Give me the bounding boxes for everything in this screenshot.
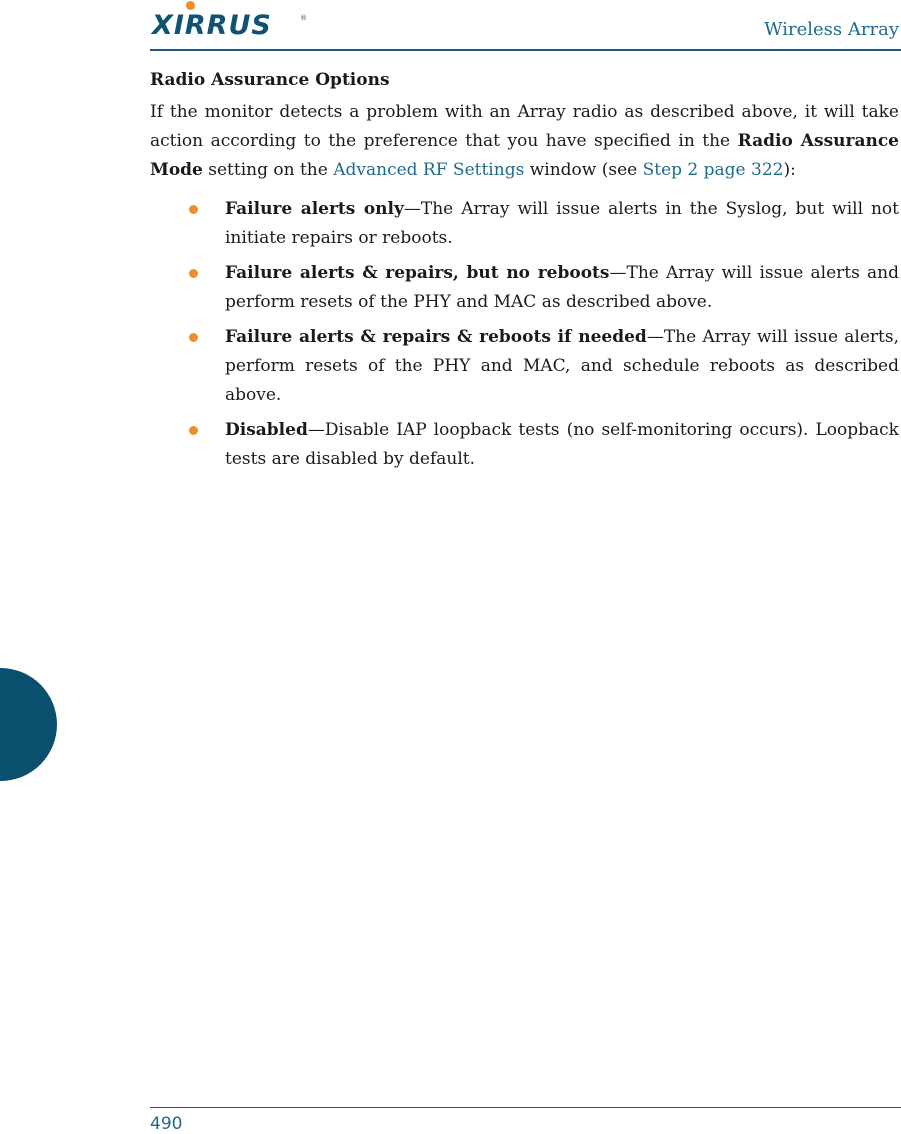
section-heading: Radio Assurance Options bbox=[150, 70, 390, 90]
bullet-dot-icon bbox=[189, 333, 198, 342]
intro-text-4: ): bbox=[783, 160, 796, 180]
option-term: Failure alerts & repairs & reboots if needed bbox=[225, 327, 647, 347]
bullet-dot-icon bbox=[189, 205, 198, 214]
list-item bbox=[150, 259, 899, 317]
bullet-dot-icon bbox=[189, 269, 198, 278]
main-content bbox=[150, 66, 899, 480]
page-header-title: Wireless Array bbox=[764, 19, 899, 40]
option-description: —Disable IAP loopback tests (no self-monitoring occurs). Loopback tests are disabled by default. bbox=[225, 420, 899, 469]
intro-paragraph bbox=[150, 98, 899, 185]
logo-dot-icon bbox=[186, 1, 195, 10]
page-number: 490 bbox=[150, 1114, 183, 1134]
list-item bbox=[150, 195, 899, 253]
option-description: —The Array will issue alerts in the Syslog, but will not initiate repairs or reboots. bbox=[225, 199, 899, 248]
intro-text-2: setting on the bbox=[202, 160, 334, 180]
xirrus-logo bbox=[152, 0, 312, 40]
options-list bbox=[150, 195, 899, 474]
header-divider bbox=[150, 49, 901, 51]
option-term: Disabled bbox=[225, 420, 308, 440]
radio-assurance-mode-term: Radio Assurance Mode bbox=[150, 131, 899, 180]
bullet-dot-icon bbox=[189, 426, 198, 435]
step-2-page-322-link[interactable]: Step 2 page 322 bbox=[642, 160, 784, 180]
footer-divider bbox=[150, 1107, 901, 1108]
option-term: Failure alerts & repairs, but no reboots bbox=[225, 263, 610, 283]
option-description: —The Array will issue alerts and perform resets of the PHY and MAC as described above. bbox=[225, 263, 899, 312]
advanced-rf-settings-link[interactable]: Advanced RF Settings bbox=[333, 160, 525, 180]
intro-text-1: If the monitor detects a problem with an Array radio as described above, it will take action according to the preference that you have specified in the bbox=[150, 102, 899, 151]
list-item bbox=[150, 323, 899, 410]
intro-text-3: window (see bbox=[524, 160, 643, 180]
option-term: Failure alerts only bbox=[225, 199, 404, 219]
option-description: —The Array will issue alerts, perform resets of the PHY and MAC, and schedule reboots as described above. bbox=[225, 327, 899, 405]
logo-registered-mark: ® bbox=[300, 14, 307, 22]
logo-wordmark: XIRRUS bbox=[152, 10, 272, 41]
list-item bbox=[150, 416, 899, 474]
chapter-side-tab bbox=[0, 668, 57, 781]
